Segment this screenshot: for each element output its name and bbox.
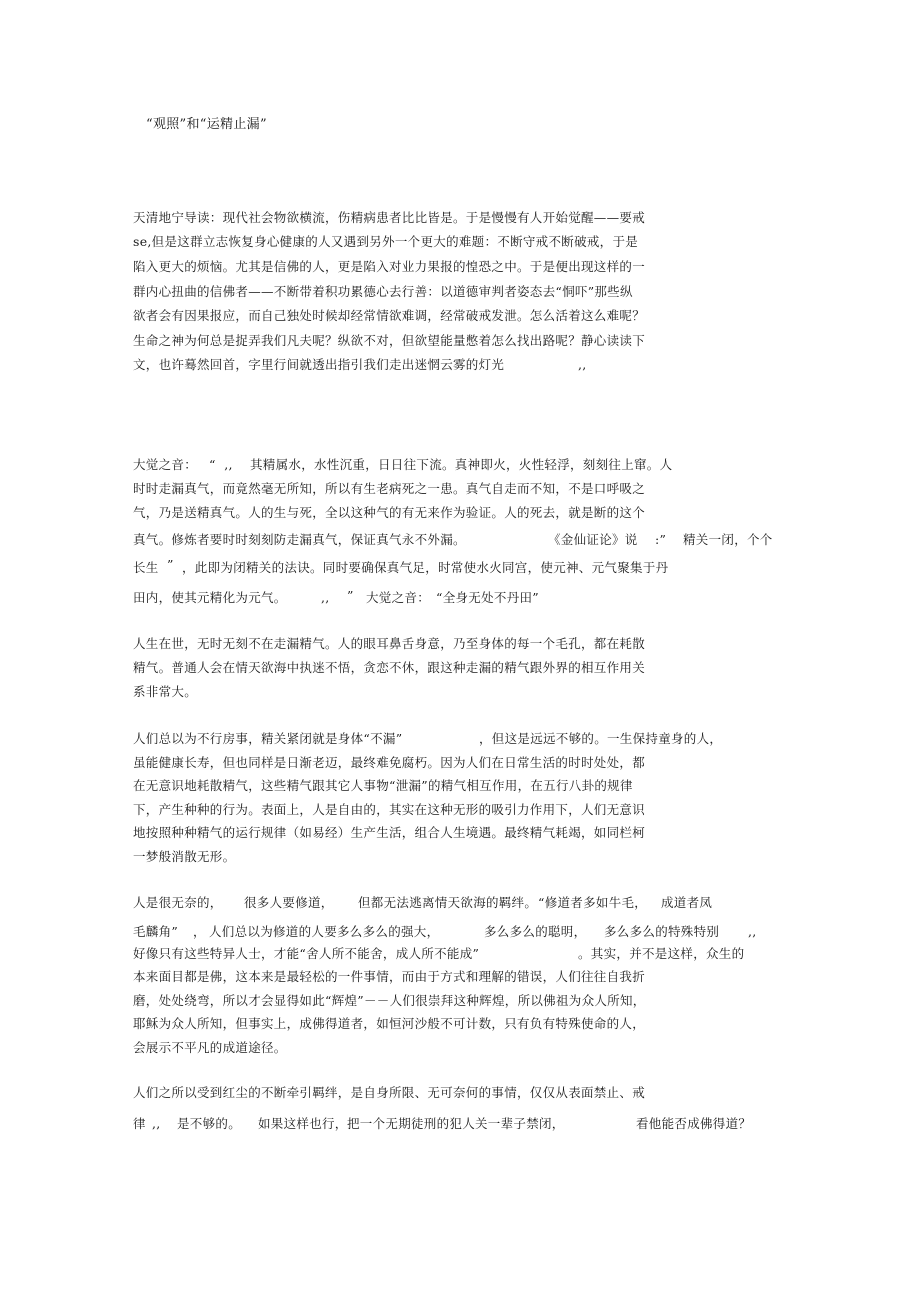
punctuation-mark: ， bbox=[193, 924, 206, 939]
punctuation-mark: ,, bbox=[748, 924, 757, 939]
document-title: “观照”和“运精止漏” bbox=[146, 117, 267, 132]
text-line: 一梦般消散无形。 bbox=[133, 849, 236, 864]
text-line: 欲者会有因果报应，而自己独处时候却经常情欲难调，经常破戒发泄。怎么活着这么难呢？ bbox=[133, 308, 646, 323]
text-line: 地按照种种精气的运行规律（如易经）生产生活，组合人生境遇。最终精气耗竭，如同栏柯 bbox=[133, 825, 646, 840]
text-line: 多么多么的聪明， bbox=[484, 924, 587, 939]
text-line: 是不够的。 bbox=[177, 1116, 242, 1131]
text-line: 。其实，并不是这样，众生的 bbox=[578, 946, 745, 961]
text-line: 下，产生种种的行为。表面上，人是自由的，其实在这种无形的吸引力作用下，人们无意识 bbox=[133, 802, 646, 817]
punctuation-mark: ,, bbox=[578, 357, 587, 372]
text-line: 人们总以为不行房事，精关紧闭就是身体“不漏” bbox=[133, 731, 403, 746]
text-line: 群内心扭曲的信佛者——不断带着积功累德心去行善：以道德审判者姿态去“恫吓”那些纵 bbox=[133, 284, 633, 299]
quote-text: 毛麟角” bbox=[133, 924, 179, 939]
text-line: ，但这是远远不够的。一生保持童身的人， bbox=[479, 731, 723, 746]
punctuation-mark: ,, bbox=[321, 590, 330, 605]
quote-mark: ” bbox=[167, 557, 174, 572]
text-line: 律 bbox=[133, 1116, 146, 1131]
quote-mark: ” bbox=[347, 588, 354, 603]
text-line: 田内，使其元精化为元气。 bbox=[133, 590, 287, 605]
quote-text: “全身无处不丹田” bbox=[436, 590, 539, 605]
text-line: 把一个无期徒刑的犯人关一辈子禁闭， bbox=[347, 1116, 565, 1131]
book-citation: 《金仙证论》说 bbox=[548, 532, 638, 547]
text-line: 人们总以为修道的人要多么多么的强大， bbox=[209, 924, 440, 939]
text-line: 时时走漏真气，而竟然毫无所知，所以有生老病死之一患。真气自走而不知，不是口呼吸之 bbox=[133, 481, 646, 496]
text-line: 很多人要修道， bbox=[244, 895, 334, 910]
text-line: 人们之所以受到红尘的不断牵引羁绊，是自身所限、无可奈何的事情，仅仅从表面禁止、戒 bbox=[133, 1085, 646, 1100]
text-line: 精关一闭，个个 bbox=[683, 532, 773, 547]
text-line: 耶稣为众人所知，但事实上，成佛得道者，如恒河沙般不可计数，只有负有特殊使命的人， bbox=[133, 1016, 646, 1031]
speaker-label: 大觉之音： bbox=[366, 590, 431, 605]
text-line: 文，也许蓦然回首，字里行间就透出指引我们走出迷惘云雾的灯光 bbox=[133, 357, 505, 372]
text-line: 陷入更大的烦恼。尤其是信佛的人，更是陷入对业力果报的惶恐之中。于是便出现这样的一 bbox=[133, 259, 646, 274]
text-line: 精气。普通人会在情天欲海中执迷不悟，贪恋不休，跟这种走漏的精气跟外界的相互作用关 bbox=[133, 660, 646, 675]
quote-mark: :” bbox=[655, 532, 667, 547]
text-line: 气，乃是送精真气。人的生与死，全以这种气的有无来作为验证。人的死去，就是断的这个 bbox=[133, 505, 646, 520]
text-line: ，此即为闭精关的法诀。同时要确保真气足，时常使水火同宫，使元神、元气聚集于丹 bbox=[182, 560, 669, 575]
text-line: 看他能否成佛得道？ bbox=[636, 1116, 752, 1131]
text-line: se,但是这群立志恢复身心健康的人又遇到另外一个更大的难题：不断守戒不断破戒，于是 bbox=[133, 234, 639, 249]
text-line: 系非常大。 bbox=[133, 684, 198, 699]
text-line: 其精属水，水性沉重，日日往下流。真神即火，火性轻浮，刻刻往上窜。人 bbox=[250, 457, 673, 472]
text-line: 多么多么的特殊特别 bbox=[604, 924, 720, 939]
text-line: 如果这样也行， bbox=[258, 1116, 348, 1131]
text-line: 真气。修炼者要时时刻刻防走漏真气，保证真气永不外漏。 bbox=[133, 532, 466, 547]
text-line: 生命之神为何总是捉弄我们凡夫呢？纵欲不对，但欲望能量憋着怎么找出路呢？静心读读下 bbox=[133, 333, 646, 348]
text-line: 人是很无奈的， bbox=[133, 895, 223, 910]
quote-mark: “ ,, bbox=[209, 457, 233, 472]
text-line: 在无意识地耗散精气，这些精气跟其它人事物“泄漏”的精气相互作用，在五行八卦的规律 bbox=[133, 778, 633, 793]
text-line: 人生在世，无时无刻不在走漏精气。人的眼耳鼻舌身意，乃至身体的每一个毛孔，都在耗散 bbox=[133, 636, 646, 651]
punctuation-mark: ,, bbox=[152, 1116, 161, 1131]
text-line: 长生 bbox=[133, 560, 159, 575]
text-line: 成道者凤 bbox=[661, 895, 713, 910]
text-line: 虽能健康长寿，但也同样是日渐老迈，最终难免腐朽。因为人们在日常生活的时时处处，都 bbox=[133, 755, 646, 770]
text-line: 但都无法逃离情天欲海的羁绊。 bbox=[358, 895, 538, 910]
text-line: 天清地宁导读：现代社会物欲横流，伤精病患者比比皆是。于是慢慢有人开始觉醒——要戒 bbox=[133, 210, 646, 225]
text-line: 磨，处处绕弯，所以才会显得如此“辉煌”－－人们很崇拜这种辉煌，所以佛祖为众人所知， bbox=[133, 993, 646, 1008]
speaker-label: 大觉之音： bbox=[133, 457, 198, 472]
text-line: 好像只有这些特异人士，才能“舍人所不能舍，成人所不能成” bbox=[133, 946, 480, 961]
text-line: 本来面目都是佛，这本来是最轻松的一件事情，而由于方式和理解的错误，人们往往自我折 bbox=[133, 969, 646, 984]
text-line: 会展示不平凡的成道途径。 bbox=[133, 1040, 287, 1055]
quote-text: “修道者多如牛毛， bbox=[538, 895, 648, 910]
